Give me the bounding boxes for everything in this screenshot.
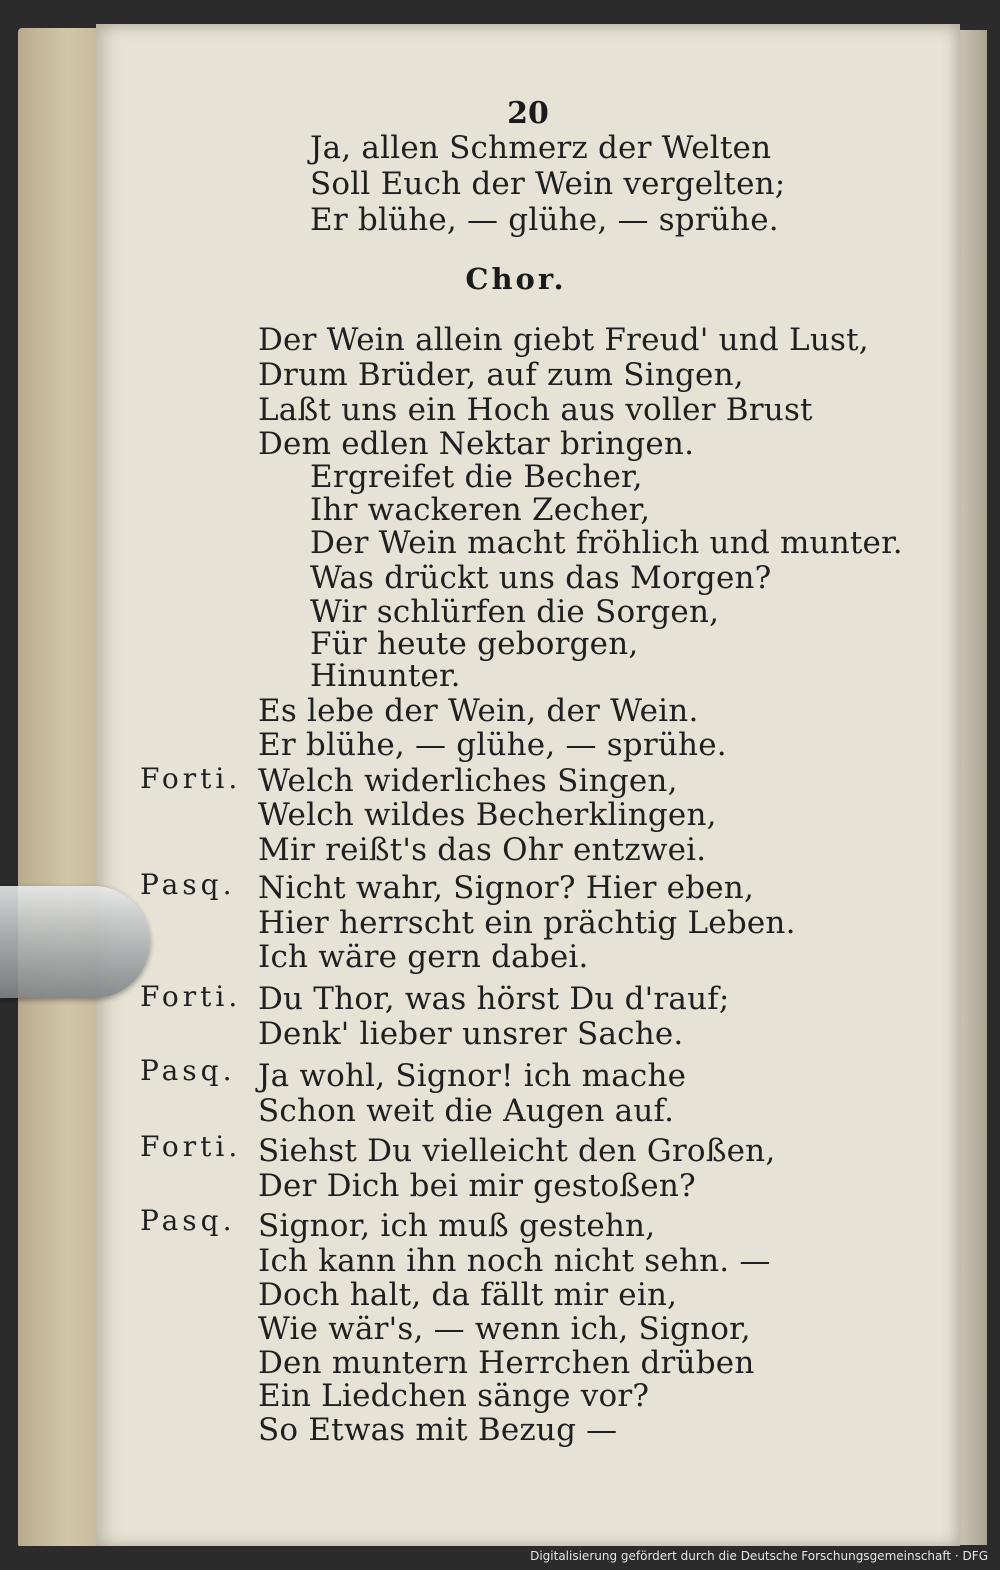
page-clip — [0, 886, 150, 998]
speaker-label: Forti. — [140, 1130, 242, 1163]
dialogue-line: Hier herrscht ein prächtig Leben. — [258, 905, 796, 941]
dialogue-line: Ich wäre gern dabei. — [258, 939, 589, 975]
dialogue-line: Wie wär's, — wenn ich, Signor, — [258, 1311, 751, 1347]
speaker-label: Pasq. — [140, 1204, 236, 1237]
speaker-label: Forti. — [140, 762, 242, 795]
page-edge-left — [18, 28, 108, 1548]
chorus-line: Für heute geborgen, — [310, 626, 639, 662]
chorus-line: Er blühe, — glühe, — sprühe. — [258, 727, 727, 763]
chorus-line: Es lebe der Wein, der Wein. — [258, 693, 699, 729]
dialogue-line: Der Dich bei mir gestoßen? — [258, 1168, 696, 1204]
speaker-label: Forti. — [140, 980, 242, 1013]
dialogue-line: Ich kann ihn noch nicht sehn. — — [258, 1243, 771, 1279]
chorus-line: Ihr wackeren Zecher, — [310, 492, 651, 528]
chorus-line: Dem edlen Nektar bringen. — [258, 426, 695, 462]
dialogue-line: Siehst Du vielleicht den Großen, — [258, 1133, 776, 1169]
chorus-heading: Chor. — [465, 262, 567, 296]
speaker-label: Pasq. — [140, 1054, 236, 1087]
footer-credit: Digitalisierung gefördert durch die Deutsche Forschungsgemeinschaft · DFG — [530, 1549, 988, 1563]
chorus-line: Der Wein allein giebt Freud' und Lust, — [258, 322, 869, 358]
dialogue-line: Den muntern Herrchen drüben — [258, 1345, 755, 1381]
page-number: 20 — [507, 96, 549, 131]
dialogue-line: Du Thor, was hörst Du d'rauf; — [258, 981, 730, 1017]
dialogue-line: Schon weit die Augen auf. — [258, 1093, 675, 1129]
dialogue-line: Nicht wahr, Signor? Hier eben, — [258, 870, 755, 906]
verse-line: Ja, allen Schmerz der Welten — [310, 130, 772, 166]
chorus-line: Der Wein macht fröhlich und munter. — [310, 525, 903, 561]
chorus-line: Ergreifet die Becher, — [310, 459, 643, 495]
dialogue-line: Welch widerliches Singen, — [258, 763, 678, 799]
chorus-line: Hinunter. — [310, 658, 461, 694]
chorus-line: Was drückt uns das Morgen? — [310, 560, 772, 596]
dialogue-line: Ein Liedchen sänge vor? — [258, 1378, 650, 1414]
dialogue-line: Mir reißt's das Ohr entzwei. — [258, 832, 707, 868]
dialogue-line: Welch wildes Becherklingen, — [258, 797, 717, 833]
dialogue-line: So Etwas mit Bezug — — [258, 1412, 618, 1448]
chorus-line: Drum Brüder, auf zum Singen, — [258, 357, 744, 393]
dialogue-line: Denk' lieber unsrer Sache. — [258, 1016, 684, 1052]
dialogue-line: Signor, ich muß gestehn, — [258, 1208, 656, 1244]
chorus-line: Wir schlürfen die Sorgen, — [310, 594, 720, 630]
chorus-line: Laßt uns ein Hoch aus voller Brust — [258, 392, 813, 428]
dialogue-line: Doch halt, da fällt mir ein, — [258, 1277, 678, 1313]
verse-line: Er blühe, — glühe, — sprühe. — [310, 202, 779, 238]
dialogue-line: Ja wohl, Signor! ich mache — [258, 1058, 687, 1094]
verse-line: Soll Euch der Wein vergelten; — [310, 166, 786, 202]
speaker-label: Pasq. — [140, 868, 236, 901]
